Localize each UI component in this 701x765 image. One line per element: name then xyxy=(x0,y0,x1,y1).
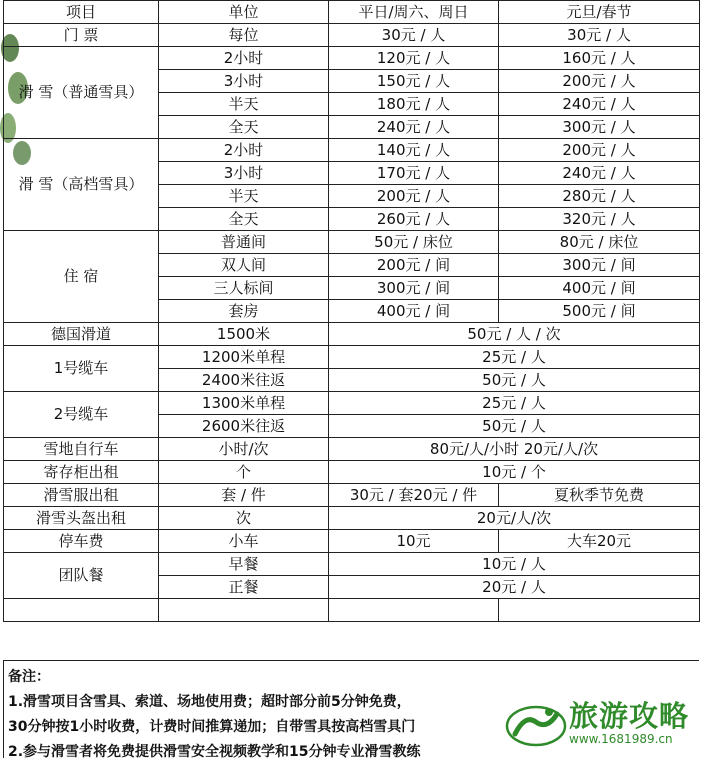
cell-holiday: 280元 / 人 xyxy=(499,185,700,208)
cell-unit: 每位 xyxy=(159,24,329,47)
cell-weekday: 120元 / 人 xyxy=(329,47,499,70)
empty-row xyxy=(4,599,700,622)
cell-unit: 个 xyxy=(159,461,329,484)
notes-title: 备注： xyxy=(8,669,50,685)
cell-unit: 1200米单程 xyxy=(159,346,329,369)
row-name: 2号缆车 xyxy=(4,392,159,438)
empty-cell xyxy=(329,599,499,622)
table-row xyxy=(4,484,700,507)
cell-price: 25元 / 人 xyxy=(329,392,700,415)
cell-holiday: 500元 / 间 xyxy=(499,300,700,323)
cell-weekday: 260元 / 人 xyxy=(329,208,499,231)
watermark-title: 旅游攻略 xyxy=(569,699,690,733)
notes-line: 1.滑雪项目含雪具、索道、场地使用费；超时部分前5分钟免费， xyxy=(8,694,411,710)
row-name: 门 票 xyxy=(4,24,159,47)
cell-unit: 全天 xyxy=(159,116,329,139)
cell-price: 20元/人/次 xyxy=(329,507,700,530)
table-row xyxy=(4,438,700,461)
empty-cell xyxy=(159,599,329,622)
row-name: 住 宿 xyxy=(4,231,159,323)
watermark-logo-icon xyxy=(505,700,567,748)
cell-price: 10元 / 个 xyxy=(329,461,700,484)
table-row xyxy=(4,47,700,70)
cell-holiday: 320元 / 人 xyxy=(499,208,700,231)
row-name: 滑 雪（普通雪具） xyxy=(4,47,159,139)
cell-holiday: 240元 / 人 xyxy=(499,162,700,185)
cell-unit: 2400米往返 xyxy=(159,369,329,392)
cell-holiday: 200元 / 人 xyxy=(499,70,700,93)
cell-price: 10元 / 人 xyxy=(329,553,700,576)
row-name: 1号缆车 xyxy=(4,346,159,392)
cell-price: 20元 / 人 xyxy=(329,576,700,599)
cell-unit: 2小时 xyxy=(159,47,329,70)
cell-weekday: 200元 / 人 xyxy=(329,185,499,208)
empty-cell xyxy=(499,599,700,622)
cell-unit: 1500米 xyxy=(159,323,329,346)
cell-weekday: 140元 / 人 xyxy=(329,139,499,162)
table-row xyxy=(4,231,700,254)
row-name: 团队餐 xyxy=(4,553,159,599)
cell-holiday: 300元 / 间 xyxy=(499,254,700,277)
cell-unit: 三人标间 xyxy=(159,277,329,300)
cell-unit: 1300米单程 xyxy=(159,392,329,415)
table-row xyxy=(4,507,700,530)
table-row xyxy=(4,323,700,346)
header-weekday: 平日/周六、周日 xyxy=(329,1,499,24)
cell-unit: 正餐 xyxy=(159,576,329,599)
cell-price: 50元 / 人 xyxy=(329,415,700,438)
cell-weekday: 150元 / 人 xyxy=(329,70,499,93)
cell-unit: 半天 xyxy=(159,185,329,208)
cell-unit: 次 xyxy=(159,507,329,530)
cell-holiday: 300元 / 人 xyxy=(499,116,700,139)
empty-cell xyxy=(4,599,159,622)
notes-line: 2.参与滑雪者将免费提供滑雪安全视频教学和15分钟专业滑雪教练 xyxy=(8,744,421,760)
table-row xyxy=(4,553,700,576)
cell-holiday: 30元 / 人 xyxy=(499,24,700,47)
cell-unit: 2600米往返 xyxy=(159,415,329,438)
table-row xyxy=(4,346,700,369)
cell-unit: 套房 xyxy=(159,300,329,323)
cell-weekday: 30元 / 套20元 / 件 xyxy=(329,484,499,507)
cell-unit: 3小时 xyxy=(159,162,329,185)
cell-unit: 小车 xyxy=(159,530,329,553)
cell-price: 25元 / 人 xyxy=(329,346,700,369)
cell-weekday: 180元 / 人 xyxy=(329,93,499,116)
header-holiday: 元旦/春节 xyxy=(499,1,700,24)
table-row xyxy=(4,139,700,162)
row-name: 停车费 xyxy=(4,530,159,553)
cell-weekday: 300元 / 间 xyxy=(329,277,499,300)
cell-unit: 小时/次 xyxy=(159,438,329,461)
row-name: 德国滑道 xyxy=(4,323,159,346)
cell-weekday: 400元 / 间 xyxy=(329,300,499,323)
cell-price: 50元 / 人 / 次 xyxy=(329,323,700,346)
price-table xyxy=(3,0,700,622)
table-row xyxy=(4,392,700,415)
row-name: 滑 雪（高档雪具） xyxy=(4,139,159,231)
cell-weekday: 30元 / 人 xyxy=(329,24,499,47)
watermark xyxy=(505,694,697,752)
cell-weekday: 10元 xyxy=(329,530,499,553)
cell-weekday: 170元 / 人 xyxy=(329,162,499,185)
table-row xyxy=(4,24,700,47)
cell-holiday: 160元 / 人 xyxy=(499,47,700,70)
cell-weekday: 240元 / 人 xyxy=(329,116,499,139)
cell-holiday: 大车20元 xyxy=(499,530,700,553)
cell-holiday: 夏秋季节免费 xyxy=(499,484,700,507)
cell-unit: 普通间 xyxy=(159,231,329,254)
header-unit: 单位 xyxy=(159,1,329,24)
cell-unit: 早餐 xyxy=(159,553,329,576)
row-name: 滑雪头盔出租 xyxy=(4,507,159,530)
header-row xyxy=(4,1,700,24)
cell-holiday: 400元 / 间 xyxy=(499,277,700,300)
table-row xyxy=(4,530,700,553)
cell-weekday: 200元 / 间 xyxy=(329,254,499,277)
cell-unit: 全天 xyxy=(159,208,329,231)
cell-holiday: 240元 / 人 xyxy=(499,93,700,116)
cell-holiday: 80元 / 床位 xyxy=(499,231,700,254)
row-name: 滑雪服出租 xyxy=(4,484,159,507)
row-name: 寄存柜出租 xyxy=(4,461,159,484)
notes-line: 30分钟按1小时收费，计费时间推算递加；自带雪具按高档雪具门 xyxy=(8,719,416,735)
cell-unit: 半天 xyxy=(159,93,329,116)
cell-unit: 套 / 件 xyxy=(159,484,329,507)
table-row xyxy=(4,461,700,484)
cell-unit: 2小时 xyxy=(159,139,329,162)
row-name: 雪地自行车 xyxy=(4,438,159,461)
cell-weekday: 50元 / 床位 xyxy=(329,231,499,254)
cell-price: 80元/人/小时 20元/人/次 xyxy=(329,438,700,461)
cell-price: 50元 / 人 xyxy=(329,369,700,392)
cell-unit: 双人间 xyxy=(159,254,329,277)
cell-holiday: 200元 / 人 xyxy=(499,139,700,162)
watermark-url: www.1681989.cn xyxy=(569,732,673,746)
header-item: 项目 xyxy=(4,1,159,24)
cell-unit: 3小时 xyxy=(159,70,329,93)
